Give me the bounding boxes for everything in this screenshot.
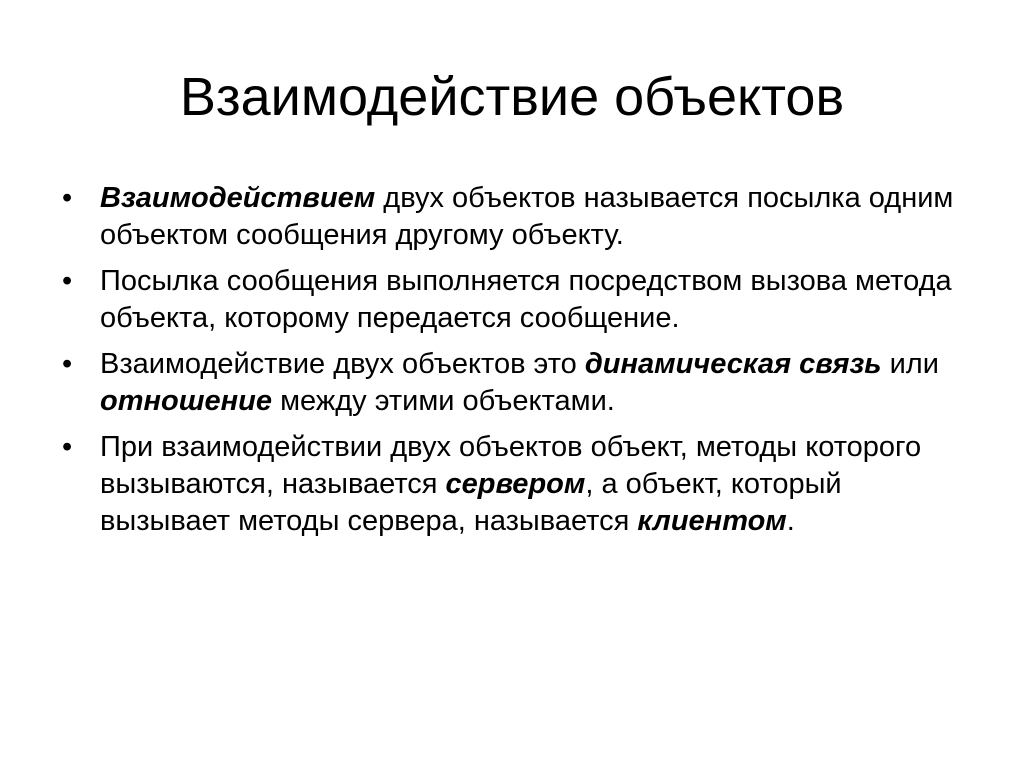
bullet-list [62,180,962,549]
bullet-text: При взаимодействии двух объектов объект, методы которого вызываются, называется [100,431,922,500]
bullet-text: Посылка сообщения выполняется посредством вызова метода объекта, которому передается сообщение. [100,265,952,334]
bullet-item [62,346,962,420]
term-server: сервером [445,468,586,500]
bullet-text: или [881,348,939,380]
bullet-icon: • [62,182,73,214]
term-dynamic-link: динамическая связь [584,348,882,380]
bullet-icon: • [62,265,73,297]
term-interaction: Взаимодействием [100,182,376,214]
slide-title: Взаимодействие объектов [179,67,845,127]
term-relation: отношение [100,385,273,417]
bullet-item [62,429,962,540]
bullet-text: двух объектов называется посылка одним объектом сообщения другому объекту. [100,182,954,251]
bullet-text: , а объект, который вызывает методы сервера, называется [100,468,842,537]
bullet-item [62,180,962,254]
bullet-text: Взаимодействие двух объектов это [100,348,585,380]
bullet-text: между этими объектами. [272,385,615,417]
bullet-icon: • [62,348,73,380]
bullet-text: . [786,505,795,537]
bullet-item [62,263,962,337]
term-client: клиентом [637,505,787,537]
bullet-icon: • [62,431,73,463]
